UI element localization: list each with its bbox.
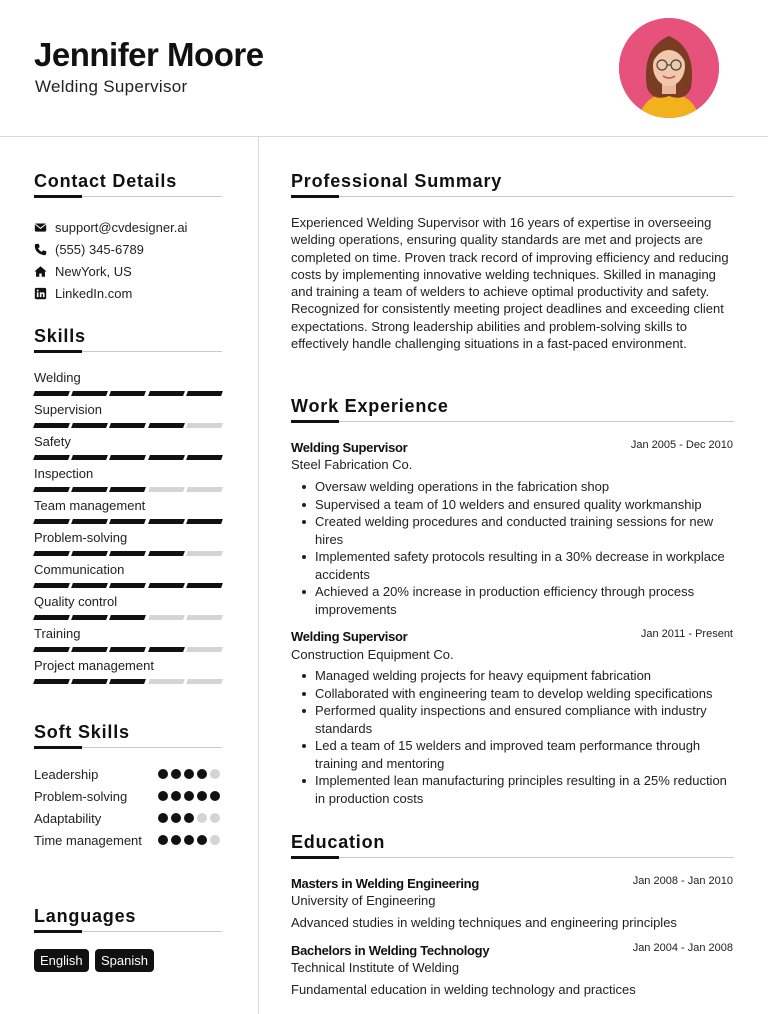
skill-level-bar — [34, 615, 222, 620]
list-item: Led a team of 15 welders and improved team performance through training and mentoring — [291, 737, 736, 772]
summary-heading-rule — [291, 196, 734, 197]
skill-level-segment — [186, 647, 223, 652]
job-dates: Jan 2011 - Present — [640, 628, 733, 640]
skill-level-segment — [71, 391, 108, 396]
education-dates: Jan 2008 - Jan 2010 — [632, 875, 733, 887]
skill-level-bar — [34, 455, 222, 460]
skill-label: Inspection — [34, 466, 94, 481]
skill-level-segment — [33, 647, 70, 652]
skill-label: Team management — [34, 498, 146, 513]
skill-level-bar — [34, 583, 222, 588]
skill-level-segment — [33, 615, 70, 620]
skill-label: Communication — [34, 562, 125, 577]
contact-phone-text: (555) 345-6789 — [55, 241, 144, 257]
language-badge: Spanish — [95, 949, 154, 972]
skill-level-segment — [148, 423, 185, 428]
skill-level-segment — [148, 551, 185, 556]
education-degree: Masters in Welding Engineering — [291, 876, 479, 891]
list-item: Oversaw welding operations in the fabrication shop — [291, 478, 736, 496]
skill-level-segment — [71, 551, 108, 556]
soft-skill-rating — [158, 813, 220, 823]
skill-label: Problem-solving — [34, 530, 128, 545]
rating-dot — [210, 769, 220, 779]
contact-linkedin[interactable] — [34, 284, 132, 302]
rating-dot — [171, 769, 181, 779]
skill-level-segment — [186, 583, 223, 588]
rating-dot — [184, 769, 194, 779]
rating-dot — [171, 813, 181, 823]
rating-dot — [197, 791, 207, 801]
skill-level-segment — [109, 455, 146, 460]
list-item: Collaborated with engineering team to develop welding specifications — [291, 685, 736, 703]
contact-heading: Contact Details — [34, 171, 178, 191]
skill-label: Safety — [34, 434, 71, 449]
skill-level-segment — [186, 679, 223, 684]
skill-level-segment — [71, 519, 108, 524]
skill-level-segment — [109, 423, 146, 428]
skills-heading: Skills — [34, 326, 86, 346]
skill-level-segment — [33, 423, 70, 428]
skill-level-segment — [33, 679, 70, 684]
summary-text: Experienced Welding Supervisor with 16 years of expertise in overseeing welding operations, ensuring quality standards are met and projects are completed on time. Proven track record of improving efficiency and reducing costs by implementing innovative welding techniques. Skilled in managing and training a team of welders to achieve optimal productivity and safety. Recognized for consistently meeting project deadlines and exceeding client expectations. Strong leadership abilities and problem-solving skills to effectively handle challenging situations in a fast-paced environment. — [291, 215, 729, 352]
skill-level-segment — [186, 423, 223, 428]
soft-skill-label: Adaptability — [34, 811, 102, 826]
skill-level-segment — [148, 647, 185, 652]
skill-level-segment — [109, 615, 146, 620]
rating-dot — [210, 791, 220, 801]
summary-heading: Professional Summary — [291, 171, 503, 191]
list-item: Implemented safety protocols resulting in a 30% decrease in workplace accidents — [291, 548, 736, 583]
job-role: Welding Supervisor — [291, 440, 408, 455]
skill-label: Training — [34, 626, 81, 641]
contact-location — [34, 262, 132, 280]
skill-level-segment — [109, 551, 146, 556]
home-icon — [34, 265, 47, 278]
skill-level-segment — [148, 455, 185, 460]
skill-level-segment — [148, 615, 185, 620]
skill-level-bar — [34, 679, 222, 684]
skill-level-segment — [148, 519, 185, 524]
education-description: Advanced studies in welding techniques and engineering principles — [291, 915, 677, 930]
list-item: Implemented lean manufacturing principles resulting in a 25% reduction in production costs — [291, 772, 736, 807]
skill-level-segment — [109, 391, 146, 396]
soft-skills-heading: Soft Skills — [34, 722, 130, 742]
job-role: Welding Supervisor — [291, 629, 408, 644]
list-item: Managed welding projects for heavy equipment fabrication — [291, 667, 736, 685]
skill-level-bar — [34, 519, 222, 524]
contact-email-text: support@cvdesigner.ai — [55, 219, 188, 235]
skill-level-segment — [148, 391, 185, 396]
list-item: Supervised a team of 10 welders and ensured quality workmanship — [291, 496, 736, 514]
candidate-name: Jennifer Moore — [34, 36, 264, 73]
languages-heading-rule — [34, 931, 222, 932]
contact-linkedin-text: LinkedIn.com — [55, 285, 133, 301]
experience-heading-rule — [291, 421, 734, 422]
skill-label: Project management — [34, 658, 154, 673]
skill-level-segment — [71, 455, 108, 460]
rating-dot — [210, 835, 220, 845]
skill-label: Quality control — [34, 594, 118, 609]
skill-level-bar — [34, 647, 222, 652]
skill-level-segment — [109, 679, 146, 684]
skill-level-bar — [34, 391, 222, 396]
skills-heading-rule — [34, 351, 222, 352]
education-dates: Jan 2004 - Jan 2008 — [632, 942, 733, 954]
skill-level-segment — [186, 391, 223, 396]
job-dates: Jan 2005 - Dec 2010 — [630, 439, 733, 451]
skill-level-segment — [186, 487, 223, 492]
rating-dot — [184, 813, 194, 823]
soft-skill-rating — [158, 835, 220, 845]
skill-level-segment — [186, 615, 223, 620]
skill-level-bar — [34, 551, 222, 556]
languages-heading: Languages — [34, 906, 137, 926]
job-company: Construction Equipment Co. — [291, 647, 454, 662]
rating-dot — [158, 835, 168, 845]
education-school: University of Engineering — [291, 893, 436, 908]
column-divider — [258, 137, 259, 1014]
rating-dot — [158, 769, 168, 779]
soft-skill-rating — [158, 791, 220, 801]
education-degree: Bachelors in Welding Technology — [291, 943, 490, 958]
rating-dot — [184, 791, 194, 801]
soft-skill-rating — [158, 769, 220, 779]
skill-level-segment — [71, 487, 108, 492]
list-item: Created welding procedures and conducted training sessions for new hires — [291, 513, 736, 548]
rating-dot — [171, 835, 181, 845]
job-company: Steel Fabrication Co. — [291, 457, 413, 472]
education-heading: Education — [291, 832, 386, 852]
contact-location-text: NewYork, US — [55, 263, 132, 279]
portrait-image — [619, 18, 719, 118]
list-item: Performed quality inspections and ensured compliance with industry standards — [291, 702, 736, 737]
soft-skill-label: Problem-solving — [34, 789, 128, 804]
contact-heading-rule — [34, 196, 222, 197]
skill-label: Supervision — [34, 402, 102, 417]
skill-level-segment — [71, 615, 108, 620]
candidate-title: Welding Supervisor — [35, 77, 188, 96]
skill-level-segment — [109, 487, 146, 492]
skill-level-segment — [71, 647, 108, 652]
skill-level-segment — [33, 519, 70, 524]
list-item: Achieved a 20% increase in production efficiency through process improvements — [291, 583, 736, 618]
skill-level-segment — [33, 583, 70, 588]
contact-email[interactable] — [34, 218, 187, 236]
skill-level-bar — [34, 487, 222, 492]
education-description: Fundamental education in welding technology and practices — [291, 982, 636, 997]
skill-level-segment — [33, 455, 70, 460]
soft-skill-label: Leadership — [34, 767, 99, 782]
education-school: Technical Institute of Welding — [291, 960, 460, 975]
rating-dot — [184, 835, 194, 845]
skill-level-segment — [71, 679, 108, 684]
rating-dot — [158, 813, 168, 823]
skill-level-segment — [148, 679, 185, 684]
skill-level-segment — [186, 455, 223, 460]
skill-level-segment — [109, 519, 146, 524]
rating-dot — [171, 791, 181, 801]
linkedin-icon — [34, 287, 47, 300]
contact-phone[interactable] — [34, 240, 144, 258]
skill-level-segment — [71, 583, 108, 588]
skill-level-segment — [33, 391, 70, 396]
soft-skills-heading-rule — [34, 747, 222, 748]
rating-dot — [197, 835, 207, 845]
resume-header — [0, 0, 768, 137]
skill-level-segment — [33, 551, 70, 556]
envelope-icon — [34, 221, 47, 234]
job-bullets — [291, 478, 736, 618]
skill-level-segment — [109, 647, 146, 652]
rating-dot — [158, 791, 168, 801]
skill-level-bar — [34, 423, 222, 428]
language-badge: English — [34, 949, 89, 972]
profile-photo — [619, 18, 719, 118]
rating-dot — [210, 813, 220, 823]
skill-level-segment — [71, 423, 108, 428]
skill-level-segment — [148, 487, 185, 492]
soft-skill-label: Time management — [34, 833, 142, 848]
skill-level-segment — [148, 583, 185, 588]
skill-label: Welding — [34, 370, 81, 385]
skill-level-segment — [33, 487, 70, 492]
phone-icon — [34, 243, 47, 256]
skill-level-segment — [186, 519, 223, 524]
rating-dot — [197, 769, 207, 779]
experience-heading: Work Experience — [291, 396, 449, 416]
skill-level-segment — [109, 583, 146, 588]
job-bullets — [291, 667, 736, 807]
skill-level-segment — [186, 551, 223, 556]
rating-dot — [197, 813, 207, 823]
education-heading-rule — [291, 857, 734, 858]
